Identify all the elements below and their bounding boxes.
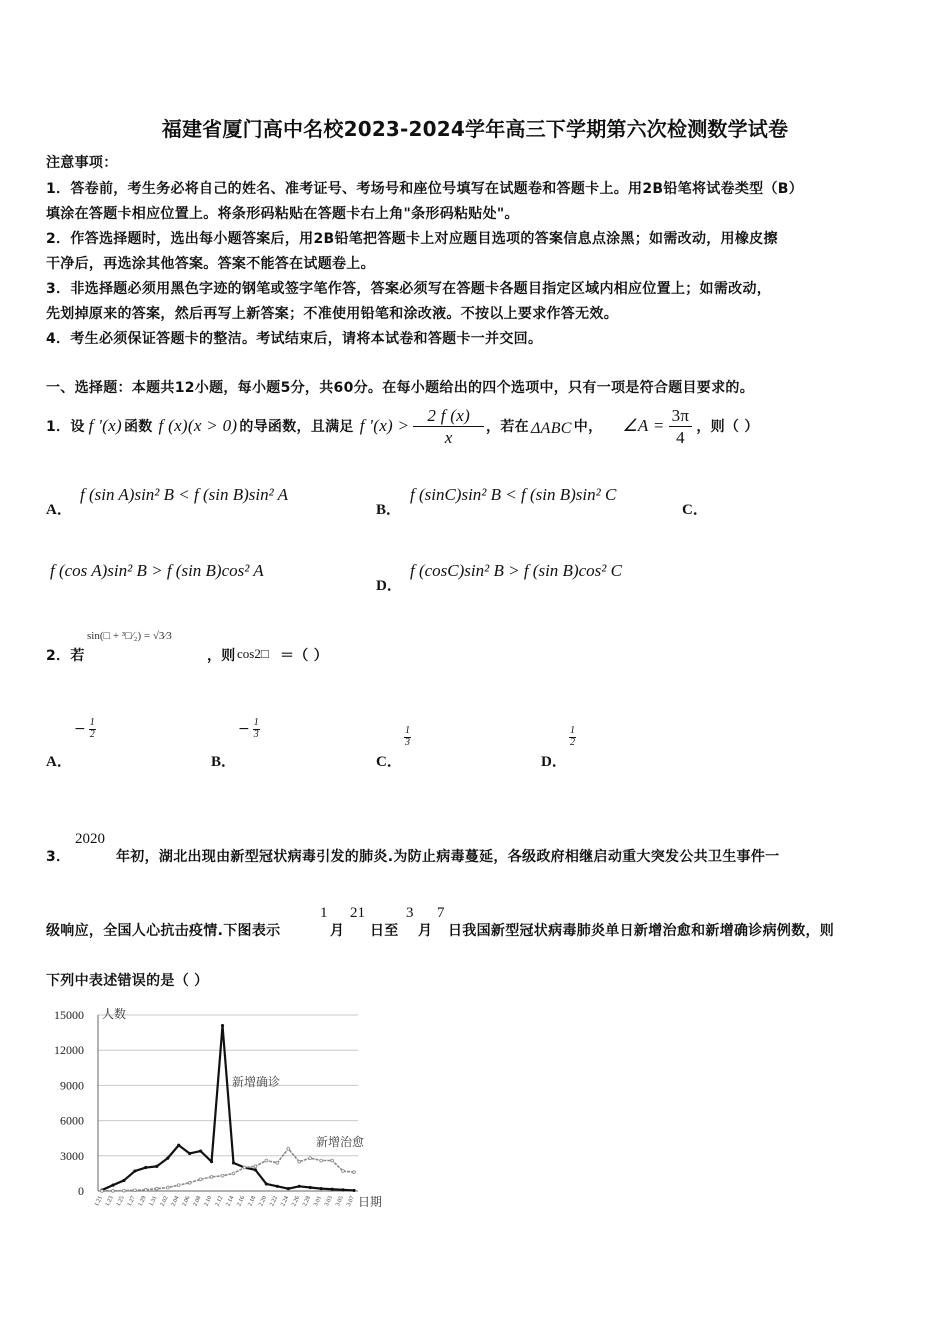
notice-line: 干净后，再选涂其他答案。答案不能答在试题卷上。 [46, 256, 375, 272]
q3-number: 1 [320, 905, 328, 921]
chart-y-ticks [54, 1008, 84, 1198]
data-point-confirmed [265, 1183, 267, 1185]
q1-math: ∠A = [622, 416, 665, 435]
q3-text: 月 [418, 923, 433, 939]
data-point-confirmed [210, 1160, 212, 1162]
data-point-cured [265, 1159, 268, 1162]
data-point-cured [320, 1159, 323, 1162]
data-point-confirmed [167, 1157, 169, 1159]
q2-fraction [569, 726, 576, 748]
q2-option-a-label[interactable]: A． [46, 754, 72, 770]
q2-option-d-value[interactable] [569, 718, 576, 748]
data-point-confirmed [276, 1185, 278, 1187]
x-tick-label: 2.28 [302, 1195, 312, 1208]
data-point-confirmed [353, 1189, 355, 1191]
data-point-confirmed [232, 1162, 234, 1164]
y-tick-label: 3000 [60, 1148, 84, 1163]
x-tick-label: 3.03 [324, 1195, 334, 1208]
q2-fraction [89, 718, 96, 740]
x-tick-label: 2.08 [192, 1195, 203, 1208]
data-point-confirmed [221, 1024, 223, 1026]
q1-math: f '(x) > [359, 416, 410, 435]
x-tick-label: 2.02 [159, 1195, 170, 1208]
data-point-confirmed [123, 1179, 125, 1181]
q3-text: 下列中表述错误的是（ ） [46, 973, 209, 989]
data-point-confirmed [331, 1188, 333, 1190]
data-point-cured [112, 1189, 115, 1192]
data-point-cured [188, 1181, 191, 1184]
chart-x-ticks [94, 1195, 356, 1207]
data-point-cured [353, 1171, 356, 1174]
q1-math: ΔABC [530, 420, 572, 437]
q1-fraction [669, 407, 693, 446]
x-tick-label: 1.25 [115, 1195, 126, 1208]
data-point-confirmed [134, 1170, 136, 1172]
notice-line: 4．考生必须保证答题卡的整洁。考试结束后，请将本试卷和答题卡一并交回。 [46, 331, 543, 347]
notice-line: 先划掉原来的答案，然后再写上新答案；不准使用铅笔和涂改液。不按以上要求作答无效。 [46, 306, 618, 322]
q2-fraction [253, 718, 260, 740]
data-point-cured [342, 1170, 345, 1173]
q1-text: ，则（ ） [696, 419, 759, 435]
q3-number: 2020 [75, 831, 105, 847]
q3-text: 月 [330, 923, 345, 939]
fraction-denominator: 2 [570, 737, 575, 748]
x-tick-label: 1.27 [126, 1195, 137, 1208]
fraction-denominator: 4 [676, 427, 685, 447]
data-point-cured [287, 1147, 290, 1150]
x-tick-label: 2.18 [247, 1195, 258, 1208]
q1-option-d[interactable]: f (cosC)sin² B > f (sin B)cos² C [410, 561, 622, 580]
data-point-cured [199, 1178, 202, 1181]
q2-math: cos2□ [237, 646, 269, 661]
q2-option-c-value[interactable] [404, 718, 411, 748]
q3-text: 级响应，全国人心抗击疫情.下图表示 [46, 923, 281, 939]
data-point-cured [232, 1172, 235, 1175]
x-tick-label: 3.05 [334, 1195, 345, 1208]
q1-math: f (x)(x > 0) [158, 416, 238, 435]
data-point-confirmed [156, 1165, 158, 1167]
x-tick-label: 3.07 [345, 1195, 356, 1208]
q3-text: 3． [46, 849, 71, 865]
x-tick-label: 2.06 [181, 1195, 192, 1208]
data-point-cured [254, 1165, 257, 1168]
chart-x-label: 日期 [358, 1195, 383, 1209]
q2-text: ＝（ ） [280, 648, 329, 664]
data-point-cured [210, 1176, 213, 1179]
q3-number: 3 [406, 905, 414, 921]
data-point-cured [309, 1157, 312, 1160]
data-point-cured [243, 1166, 246, 1169]
minus-sign: − [74, 721, 86, 737]
covid-line-chart [40, 998, 400, 1218]
q1-option-a[interactable]: f (sin A)sin² B < f (sin B)sin² A [80, 485, 289, 504]
q1-text: 1．设 [46, 419, 85, 435]
data-point-confirmed [188, 1152, 190, 1154]
q2-option-b-value[interactable] [238, 718, 260, 740]
x-tick-label: 2.20 [258, 1195, 269, 1208]
data-point-confirmed [112, 1184, 114, 1186]
q2-fraction [404, 726, 411, 748]
data-point-confirmed [254, 1169, 256, 1171]
x-tick-label: 2.14 [225, 1195, 236, 1208]
x-tick-label: 2.12 [214, 1195, 225, 1208]
x-tick-label: 2.22 [269, 1195, 280, 1208]
fraction-numerator: 1 [570, 725, 575, 736]
data-point-confirmed [342, 1189, 344, 1191]
q1-option-a-label[interactable]: A． [46, 502, 72, 518]
q3-number: 21 [350, 905, 365, 921]
notice-line: 1．答卷前，考生务必将自己的姓名、准考证号、考场号和座位号填写在试题卷和答题卡上。用2B铅笔将试卷类型（B） [46, 181, 804, 197]
q1-option-b-label[interactable]: B． [376, 502, 402, 518]
fraction-denominator: 3 [253, 729, 259, 740]
fraction-denominator: 3 [405, 737, 410, 748]
page-title: 福建省厦门高中名校2023-2024学年高三下学期第六次检测数学试卷 [161, 117, 789, 141]
q1-math: f '(x) [88, 416, 122, 435]
data-point-confirmed [177, 1144, 179, 1146]
y-tick-label: 9000 [60, 1078, 84, 1093]
data-point-confirmed [298, 1185, 300, 1187]
data-point-cured [144, 1188, 147, 1191]
data-point-confirmed [145, 1166, 147, 1168]
q3-number: 7 [437, 905, 445, 921]
q3-text: 日我国新型冠状病毒肺炎单日新增治愈和新增确诊病例数，则 [448, 923, 835, 939]
q1-option-b[interactable]: f (sinC)sin² B < f (sin B)sin² C [410, 485, 617, 504]
y-tick-label: 12000 [54, 1043, 84, 1058]
chart-series [101, 1024, 356, 1192]
q2-option-b-label[interactable]: B． [211, 754, 237, 770]
fraction-denominator: x [444, 427, 453, 447]
question-1 [46, 400, 759, 452]
q1-text: 的导函数，且满足 [239, 419, 354, 435]
q1-option-c-label[interactable]: C． [682, 502, 708, 518]
x-tick-label: 2.04 [170, 1195, 181, 1208]
x-tick-label: 2.26 [291, 1195, 302, 1208]
x-tick-label: 1.23 [104, 1195, 115, 1208]
series-label-cured: 新增治愈 [316, 1135, 365, 1149]
q1-condition [360, 407, 484, 446]
q1-fraction [413, 407, 484, 446]
data-point-confirmed [287, 1187, 289, 1189]
data-point-cured [177, 1184, 180, 1187]
data-point-cured [155, 1187, 158, 1190]
q2-option-a-value[interactable] [74, 718, 96, 740]
data-point-cured [298, 1160, 301, 1163]
chart-y-label: 人数 [102, 1007, 127, 1021]
y-tick-label: 15000 [54, 1008, 84, 1022]
data-point-cured [166, 1186, 169, 1189]
data-point-confirmed [320, 1187, 322, 1189]
notice-line: 2．作答选择题时，选出每小题答案后，用2B铅笔把答题卡上对应题目选项的答案信息点涂黑；如需改动，用橡皮擦 [46, 231, 778, 247]
q1-option-c[interactable]: f (cos A)sin² B > f (sin B)cos² A [50, 561, 264, 580]
q2-option-d-label[interactable]: D． [541, 754, 567, 770]
x-tick-label: 1.21 [93, 1195, 104, 1208]
series-label-confirmed: 新增确诊 [232, 1075, 281, 1089]
x-tick-label: 3.01 [313, 1195, 323, 1208]
y-tick-label: 0 [78, 1184, 84, 1198]
y-tick-label: 6000 [60, 1113, 84, 1128]
notice-heading: 注意事项： [46, 155, 118, 171]
x-tick-label: 2.10 [203, 1195, 214, 1208]
data-point-confirmed [309, 1186, 311, 1188]
q2-text: ，则 [207, 648, 236, 664]
fraction-numerator: 1 [405, 725, 410, 736]
x-tick-label: 1.31 [148, 1195, 159, 1208]
data-point-confirmed [199, 1150, 201, 1152]
notice-line: 填涂在答题卡相应位置上。将条形码粘贴在答题卡右上角"条形码粘贴处"。 [46, 206, 519, 222]
fraction-numerator: 3π [669, 407, 693, 427]
q1-text: ，若在 [486, 419, 529, 435]
fraction-denominator: 2 [89, 729, 95, 740]
q3-text: 日至 [370, 923, 399, 939]
x-tick-label: 2.16 [236, 1195, 247, 1208]
minus-sign: − [238, 721, 250, 737]
q3-text: 年初，湖北出现由新型冠状病毒引发的肺炎.为防止病毒蔓延，各级政府相继启动重大突发公共卫生事件一 [116, 849, 780, 865]
data-point-cured [276, 1161, 279, 1164]
data-point-cured [133, 1189, 136, 1192]
q1-text: 函数 [123, 419, 153, 435]
data-point-cured [331, 1159, 334, 1162]
fraction-numerator: 1 [253, 717, 259, 728]
fraction-numerator: 1 [89, 717, 95, 728]
q2-text: 2．若 [46, 648, 85, 664]
data-point-cured [123, 1189, 126, 1192]
x-tick-label: 2.24 [280, 1195, 291, 1208]
q1-text: 中， [573, 419, 603, 435]
fraction-numerator: 2 f (x) [413, 407, 484, 427]
q1-angle [622, 407, 692, 446]
data-point-cured [101, 1190, 104, 1193]
section-heading: 一、选择题：本题共12小题，每小题5分，共60分。在每小题给出的四个选项中，只有一项是符合题目要求的。 [46, 380, 755, 396]
notice-line: 3．非选择题必须用黑色字迹的钢笔或签字笔作答，答案必须写在答题卡各题目指定区域内相应位置上；如需改动， [46, 281, 772, 297]
q2-option-c-label[interactable]: C． [376, 754, 402, 770]
data-point-cured [221, 1174, 224, 1177]
q2-equation: sin(□ + ³□⁄₂) = √3⁄3 [87, 630, 172, 642]
x-tick-label: 1.29 [137, 1195, 148, 1208]
q1-option-d-label[interactable]: D． [376, 578, 402, 594]
